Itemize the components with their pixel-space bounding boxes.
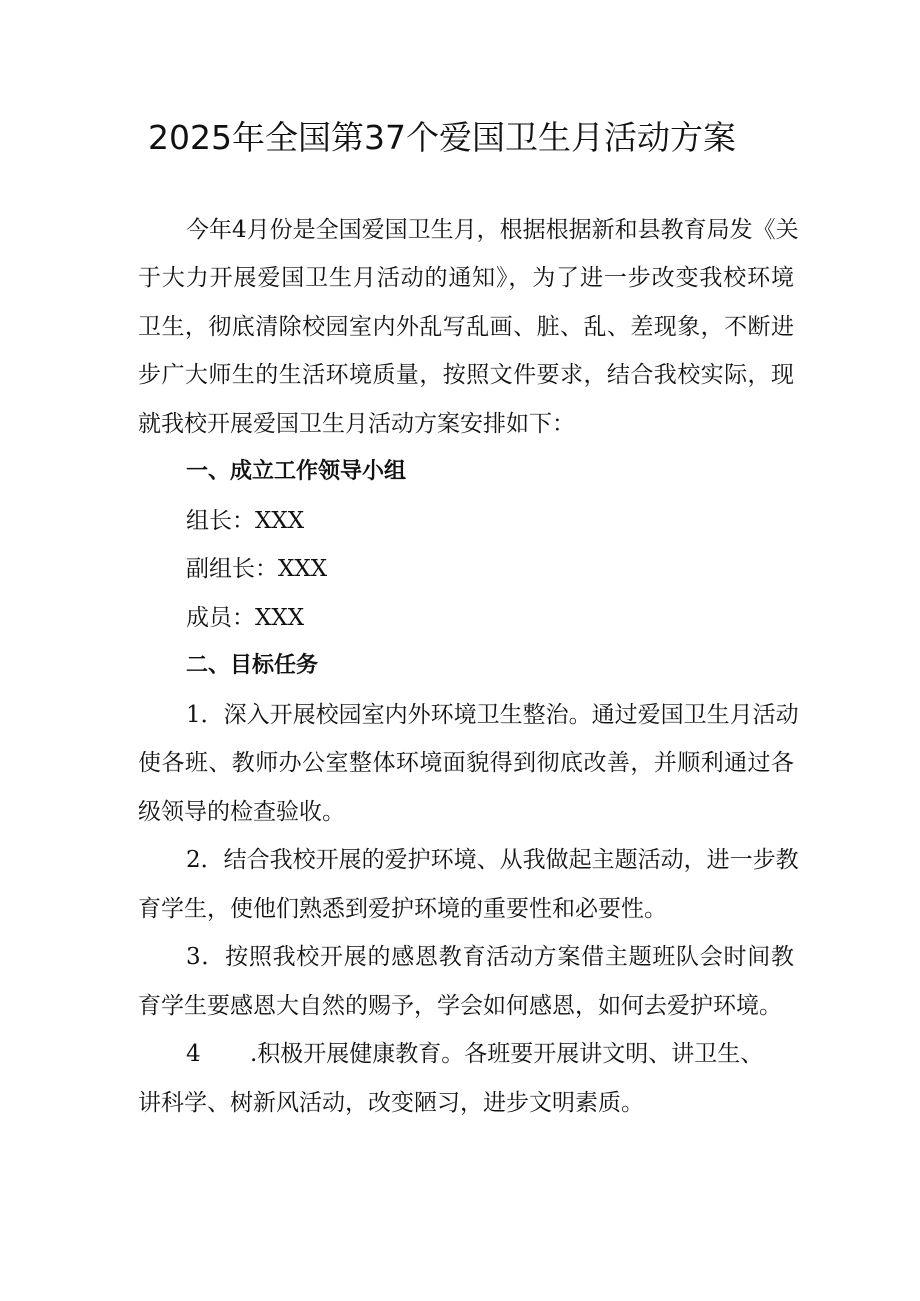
section-heading: 一、成立工作领导小组	[186, 459, 407, 484]
leader-line: 组长：XXX	[186, 508, 305, 534]
task-item-line: 1．深入开展校园室内外环境卫生整治。通过爱国卫生月活动	[186, 702, 799, 728]
members-line: 成员：XXX	[186, 605, 305, 631]
document-title: 2025年全国第37个爱国卫生月活动方案	[148, 118, 736, 157]
intro-line: 步广大师生的生活环境质量，按照文件要求，结合我校实际，现	[138, 362, 794, 388]
task-item-line: 2．结合我校开展的爱护环境、从我做起主题活动，进一步教	[186, 847, 799, 873]
task-item-line: 育学生要感恩大自然的赐予，学会如何感恩，如何去爱护环境。	[138, 993, 782, 1019]
intro-line: 卫生，彻底清除校园室内外乱写乱画、脏、乱、差现象，不断进	[138, 314, 794, 340]
intro-line: 今年4月份是全国爱国卫生月，根据根据新和县教育局发《关	[186, 217, 799, 243]
task-item-number: 4	[186, 1041, 201, 1067]
task-item-line: .积极开展健康教育。各班要开展讲文明、讲卫生、	[250, 1041, 764, 1067]
intro-line: 就我校开展爱国卫生月活动方案安排如下：	[138, 411, 575, 437]
task-item-line: 使各班、教师办公室整体环境面貌得到彻底改善，并顺利通过各	[138, 750, 794, 776]
section-heading: 二、目标任务	[186, 653, 319, 678]
intro-line: 于大力开展爱国卫生月活动的通知》，为了进一步改变我校环境	[138, 265, 794, 291]
task-item-line: 级领导的检查验收。	[138, 799, 345, 825]
task-item-line: 讲科学、树新风活动，改变陋习，进步文明素质。	[138, 1090, 644, 1116]
task-item-line: 3．按照我校开展的感恩教育活动方案借主题班队会时间教	[186, 944, 794, 970]
task-item-line: 育学生，使他们熟悉到爱护环境的重要性和必要性。	[138, 896, 667, 922]
deputy-leader-line: 副组长：XXX	[186, 556, 328, 582]
